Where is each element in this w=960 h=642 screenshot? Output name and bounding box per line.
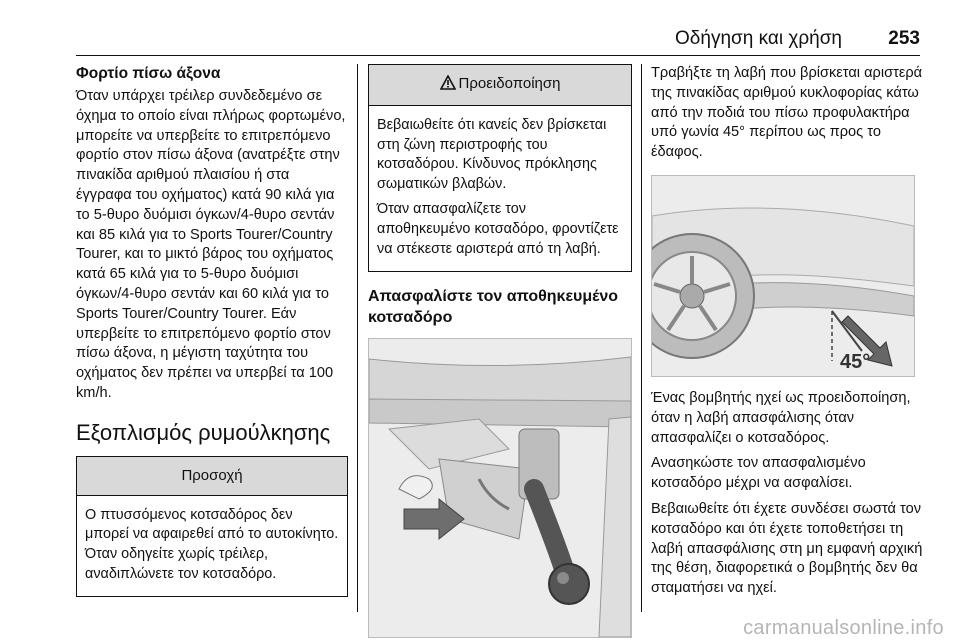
paragraph-pull-handle: Τραβήξτε τη λαβή που βρίσκεται αριστερά της πινακίδας αριθμού κυκλοφορίας κάτω από την ποδιά του πίσω προφυλακτήρα υπό γωνία 45° περίπου ως προς το έδαφος. <box>651 65 923 161</box>
paragraph-buzzer: Ένας βομβητής ηχεί ως προειδοποίηση, όταν η λαβή απασφάλισης όταν απασφαλίζει ο κοτσαδόρος. <box>651 389 911 446</box>
figure-handle-angle <box>651 175 915 377</box>
column-left <box>76 64 348 597</box>
page-header <box>0 0 960 56</box>
paragraph-verify-connection: Βεβαιωθείτε ότι έχετε συνδέσει σωστά τον κοτσαδόρο και ότι έχετε τοποθετήσει τη λαβή απασφάλισης στη μη εμφανή αρχική της θέση, διαφορετικά ο βομβητής δεν θα σταματήσει να ηχεί. <box>651 500 923 597</box>
section-title: Οδήγηση και χρήση <box>675 28 842 49</box>
warning-title: Προειδοποίηση <box>458 75 561 92</box>
paragraph-lift-tow-bar: Ανασηκώστε τον απασφαλισμένο κοτσαδόρο μέχρι να ασφαλίσει. <box>651 455 866 492</box>
column-divider <box>641 64 642 612</box>
figure-tow-bar-illustration <box>368 338 632 638</box>
warning-box <box>368 64 632 272</box>
column-middle <box>368 64 632 638</box>
caution-title: Προσοχή <box>77 457 347 496</box>
tow-bar-drawing <box>369 339 631 637</box>
watermark: carmanualsonline.info <box>743 617 944 639</box>
warning-triangle-icon <box>440 67 456 105</box>
page-number: 253 <box>888 28 920 49</box>
warning-header <box>369 65 631 106</box>
warning-text-2: Όταν απασφαλίζετε τον αποθηκευμένο κοτσαδόρο, φροντίζετε να στέκεστε αριστερά από τη λαβή. <box>377 201 619 257</box>
column-divider <box>357 64 358 612</box>
heading-towing-equipment: Εξοπλισμός ρυμούλκησης <box>76 419 331 445</box>
caution-text: Ο πτυσσόμενος κοτσαδόρος δεν μπορεί να αφαιρεθεί από το αυτοκίνητο. Όταν οδηγείτε χωρίς τρέιλερ, αναδιπλώνετε τον κοτσαδόρο. <box>85 506 339 582</box>
warning-text-1: Βεβαιωθείτε ότι κανείς δεν βρίσκεται στη ζώνη περιστροφής του κοτσαδόρου. Κίνδυνος πρόκλησης σωματικών βλαβών. <box>377 117 607 192</box>
angle-label: 45° <box>840 350 871 373</box>
caution-box <box>76 456 348 597</box>
heading-unlock-tow-bar: Απασφαλίστε τον αποθηκευμένο κοτσαδόρο <box>368 288 619 327</box>
header-rule <box>76 55 920 56</box>
heading-rear-axle-load: Φορτίο πίσω άξονα <box>76 65 221 82</box>
paragraph-rear-axle-load: Όταν υπάρχει τρέιλερ συνδεδεμένο σε όχημα το οποίο είναι πλήρως φορτωμένο, μπορείτε να υπερβείτε το επιτρεπόμενο φορτίο στον πίσω άξονα (ανατρέξτε στην πινακίδα αριθμού πλαισίου ή στα έγγραφα του οχήματος) κατά 90 κιλά για το 5-θυρο δυόμισι όγκων/4-θυρο σεντάν και 85 κιλά για το Sports Tourer/Country Tourer, και το μικτό βάρος του οχήματος κατά 65 κιλά για το 5-θυρο δυόμισι όγκων/4-θυρο σεντάν και 60 κιλά για το Sports Tourer/Country Tourer. Εάν υπερβείτε το επιτρεπόμενο φορτίο στον πίσω άξονα, η μέγιστη ταχύτητα του οχήματος δεν πρέπει να υπερβεί τα 100 km/h. <box>76 88 346 401</box>
column-right <box>651 64 923 605</box>
